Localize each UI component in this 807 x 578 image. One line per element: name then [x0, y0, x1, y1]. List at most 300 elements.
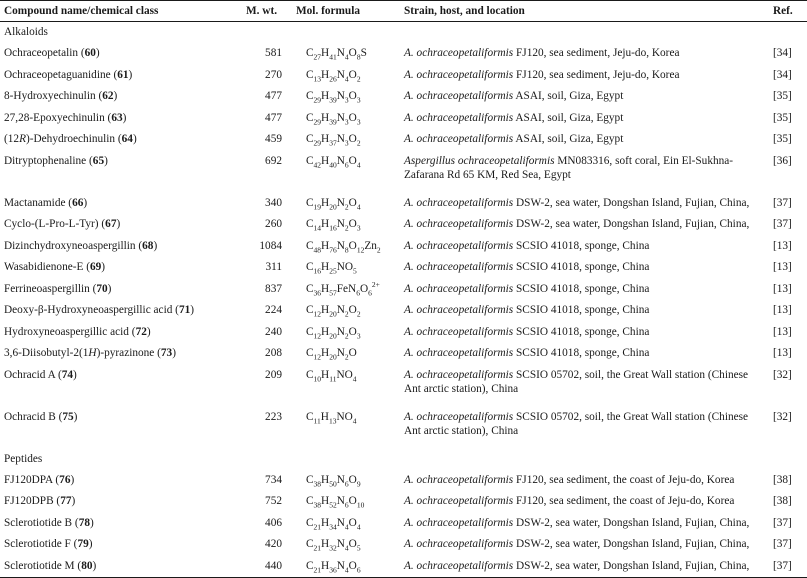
formula-count: 4	[344, 521, 349, 531]
compound-name-text: FJ120DPA	[4, 473, 53, 486]
formula-element: C	[306, 68, 314, 81]
reference: [35]	[773, 90, 792, 102]
molecular-formula	[292, 43, 400, 65]
compound-name-text: Ochracid B	[4, 410, 56, 423]
table-body	[0, 22, 807, 578]
header-ref: Ref.	[759, 1, 807, 22]
formula-element: N	[336, 304, 345, 316]
formula-count: 16	[313, 266, 322, 276]
formula-element: C	[306, 196, 314, 209]
formula-count: 4	[356, 201, 361, 211]
formula-element: C	[306, 111, 314, 124]
formula-element: NO	[336, 261, 354, 273]
compound-name-text: Ochracid A	[4, 368, 56, 381]
compound-name: Ochracid B (75)	[4, 410, 78, 423]
species-name: A. ochraceopetaliformis	[404, 473, 514, 486]
compound-name-text: Deoxy-β-Hydroxyneoaspergillic acid	[4, 304, 173, 316]
compound-name-text: Sclerotiotide B	[4, 516, 73, 529]
compound-name-text: Sclerotiotide F	[4, 538, 71, 550]
molecular-weight: 209	[265, 368, 282, 381]
species-name: A. ochraceopetaliformis	[404, 538, 514, 550]
strain-details: SCSIO 41018, sponge, China	[513, 282, 650, 295]
formula-element: H	[321, 495, 330, 507]
formula-count: 9	[356, 478, 361, 488]
formula-element: C	[306, 47, 314, 59]
formula-count: 3	[344, 116, 349, 126]
formula-count: 4	[344, 564, 349, 574]
molecular-formula	[292, 279, 400, 301]
formula-count: 12	[313, 309, 322, 319]
compound-name: Wasabidienone-E (69)	[4, 261, 106, 273]
formula-element: H	[321, 47, 330, 59]
header-mw: M. wt.	[232, 1, 292, 22]
formula-element: H	[321, 196, 330, 209]
formula-count: 40	[329, 159, 337, 169]
compound-name-text: Ferrineoaspergillin	[4, 282, 90, 295]
strain-host-location	[400, 365, 759, 407]
formula-count: 4	[344, 73, 349, 83]
species-name: Aspergillus ochraceopetaliformis	[404, 154, 555, 167]
formula-count: 76	[329, 244, 337, 254]
formula-element: H	[321, 133, 330, 145]
formula-element: O	[348, 239, 357, 252]
table-row	[0, 65, 807, 87]
molecular-weight: 340	[265, 196, 282, 209]
table-row	[0, 343, 807, 365]
molecular-weight: 581	[265, 47, 282, 59]
formula-count: 5	[356, 543, 361, 553]
species-name: A. ochraceopetaliformis	[404, 90, 514, 102]
species-name: A. ochraceopetaliformis	[404, 196, 514, 209]
molecular-weight: 406	[265, 516, 282, 529]
table-row	[0, 236, 807, 258]
strain-host-location	[400, 86, 759, 108]
species-name: A. ochraceopetaliformis	[404, 261, 514, 273]
formula-element: N	[336, 90, 345, 102]
molecular-formula	[292, 65, 400, 87]
formula-count: 2	[356, 73, 361, 83]
formula-count: 20	[329, 309, 337, 319]
compound-number: 69	[90, 261, 102, 273]
compound-name-text: 3,6-Diisobutyl-2(1H)-pyrazinone	[4, 347, 155, 359]
species-name: A. ochraceopetaliformis	[404, 559, 514, 572]
molecular-formula	[292, 365, 400, 407]
header-formula: Mol. formula	[292, 1, 400, 22]
formula-element: H	[321, 68, 330, 81]
strain-details: SCSIO 41018, sponge, China	[513, 325, 650, 338]
compound-number: 60	[84, 47, 96, 59]
formula-element: O	[359, 282, 369, 295]
molecular-weight: 224	[265, 304, 282, 316]
table-row	[0, 300, 807, 322]
compound-name: Mactanamide (66)	[4, 196, 88, 209]
reference: [13]	[773, 304, 792, 316]
molecular-formula	[292, 257, 400, 279]
formula-element: O	[348, 111, 357, 124]
compound-name: Ditryptophenaline (65)	[4, 154, 108, 167]
strain-details: SCSIO 05702, soil, the Great Wall station (Chinese Ant arctic station), China	[404, 368, 749, 395]
molecular-formula	[292, 300, 400, 322]
formula-count: 38	[313, 500, 322, 510]
strain-details: SCSIO 05702, soil, the Great Wall station (Chinese Ant arctic station), China	[404, 410, 749, 437]
compound-number: 63	[111, 111, 123, 124]
formula-count: 3	[356, 330, 361, 340]
compound-name: Cyclo-(L-Pro-L-Tyr) (67)	[4, 218, 121, 230]
table-row	[0, 43, 807, 65]
species-name: A. ochraceopetaliformis	[404, 68, 514, 81]
reference: [32]	[773, 368, 792, 381]
compound-number: 80	[81, 559, 93, 572]
reference: [13]	[773, 261, 792, 273]
formula-element: C	[306, 261, 314, 273]
formula-count: 3	[344, 95, 349, 105]
species-name: A. ochraceopetaliformis	[404, 410, 514, 423]
species-name: A. ochraceopetaliformis	[404, 304, 514, 316]
formula-element: N	[336, 196, 345, 209]
compound-name-text: Mactanamide	[4, 196, 66, 209]
table-row	[0, 193, 807, 215]
molecular-formula	[292, 214, 400, 236]
compound-number: 74	[61, 368, 74, 381]
molecular-formula	[292, 491, 400, 513]
compound-name: 3,6-Diisobutyl-2(1H)-pyrazinone (73)	[4, 347, 176, 359]
table-row	[0, 365, 807, 407]
compound-number: 78	[78, 516, 90, 529]
compound-name-text: Ochraceopetalin	[4, 47, 79, 59]
formula-count: 2	[344, 201, 349, 211]
section-peptides	[0, 449, 807, 470]
compound-name: Ferrineoaspergillin (70)	[4, 282, 112, 295]
formula-element: O	[348, 347, 357, 359]
compound-number: 68	[142, 239, 154, 252]
formula-count: 26	[329, 73, 337, 83]
formula-count: 36	[313, 287, 322, 297]
formula-element: H	[321, 239, 330, 252]
formula-element: H	[321, 304, 330, 316]
formula-element: H	[321, 368, 330, 381]
molecular-weight: 208	[265, 347, 282, 359]
formula-element: N	[336, 154, 345, 167]
strain-details: SCSIO 41018, sponge, China	[513, 239, 650, 252]
formula-count: 6	[344, 500, 349, 510]
table-row	[0, 86, 807, 108]
molecular-formula	[292, 86, 400, 108]
strain-host-location	[400, 470, 759, 492]
formula-count: 6	[344, 478, 349, 488]
formula-element: O	[348, 325, 357, 338]
compound-number: 76	[59, 473, 71, 486]
formula-count: 14	[313, 223, 322, 233]
formula-count: 12	[313, 352, 322, 362]
reference: [13]	[773, 347, 792, 359]
strain-host-location	[400, 129, 759, 151]
species-name: A. ochraceopetaliformis	[404, 133, 514, 145]
table-row	[0, 491, 807, 513]
formula-element: FeN	[336, 282, 357, 295]
compound-name-text: FJ120DPB	[4, 495, 54, 507]
formula-count: 4	[344, 52, 349, 62]
section-label: Peptides	[4, 452, 43, 465]
molecular-formula	[292, 151, 400, 193]
table-row	[0, 151, 807, 193]
formula-count: 29	[313, 95, 322, 105]
formula-count: 6	[356, 287, 360, 297]
formula-element: S	[360, 47, 367, 59]
formula-element: N	[336, 347, 345, 359]
formula-element: NO	[336, 410, 353, 423]
reference: [13]	[773, 239, 792, 252]
formula-count: 38	[313, 478, 322, 488]
reference: [37]	[773, 218, 792, 230]
formula-count: 2	[376, 244, 381, 254]
strain-host-location	[400, 257, 759, 279]
formula-count: 57	[329, 287, 337, 297]
compound-name: Dizinchydroxyneoaspergillin (68)	[4, 239, 158, 252]
table-row	[0, 129, 807, 151]
formula-count: 4	[352, 415, 357, 425]
formula-count: 39	[329, 95, 337, 105]
strain-details: FJ120, sea sediment, Jeju-do, Korea	[513, 47, 680, 59]
reference: [37]	[773, 196, 792, 209]
formula-element: H	[321, 90, 330, 102]
formula-count: 5	[353, 266, 357, 276]
molecular-formula	[292, 470, 400, 492]
formula-element: N	[336, 516, 345, 529]
molecular-weight: 734	[265, 473, 282, 486]
formula-count: 19	[313, 201, 322, 211]
formula-count: 11	[329, 373, 337, 383]
species-name: A. ochraceopetaliformis	[404, 516, 514, 529]
table-row	[0, 214, 807, 236]
formula-element: H	[320, 410, 329, 423]
formula-count: 50	[329, 478, 337, 488]
compound-name: FJ120DPA (76)	[4, 473, 75, 486]
molecular-weight: 477	[265, 111, 282, 124]
molecular-weight: 752	[265, 495, 282, 507]
reference: [37]	[773, 538, 792, 550]
compound-name: Sclerotiotide F (79)	[4, 538, 93, 550]
reference: [38]	[773, 473, 792, 486]
strain-details: MN083316, soft coral, Ein El-Sukhna-Zafarana Rd 65 KM, Red Sea, Egypt	[404, 154, 734, 181]
compound-name-text: (12R)-Dehydroechinulin	[4, 133, 116, 145]
compound-name: Sclerotiotide M (80)	[0, 556, 232, 578]
table-row	[0, 279, 807, 301]
formula-count: 21	[313, 543, 322, 553]
formula-element: H	[321, 261, 330, 273]
compound-name-text: Wasabidienone-E	[4, 261, 84, 273]
formula-count: 4	[352, 373, 357, 383]
reference: [35]	[773, 133, 792, 145]
formula-count: 13	[313, 73, 322, 83]
compound-name-text: Hydroxyneoaspergillic acid	[4, 325, 129, 338]
formula-element: C	[306, 90, 314, 102]
strain-details: FJ120, sea sediment, Jeju-do, Korea	[513, 68, 680, 81]
species-name: A. ochraceopetaliformis	[404, 218, 514, 230]
formula-element: O	[348, 196, 357, 209]
formula-element: C	[306, 218, 314, 230]
molecular-weight: 420	[265, 538, 282, 550]
formula-element: C	[306, 239, 314, 252]
formula-element: Zn	[364, 239, 377, 252]
compound-number: 64	[121, 133, 133, 145]
header-compound: Compound name/chemical class	[0, 1, 232, 22]
molecular-weight: 837	[265, 282, 282, 295]
strain-details: ASAI, soil, Giza, Egypt	[513, 90, 624, 102]
formula-count: 3	[356, 116, 361, 126]
molecular-weight: 270	[265, 68, 282, 81]
compound-name: Ochraceopetalin (60)	[4, 47, 100, 59]
compound-name: 8-Hydroxyechinulin (62)	[4, 90, 118, 102]
formula-element: H	[321, 538, 330, 550]
strain-host-location	[400, 343, 759, 365]
formula-count: 52	[329, 500, 337, 510]
formula-count: 6	[368, 287, 372, 297]
formula-element: N	[336, 133, 345, 145]
formula-element: C	[306, 559, 314, 572]
formula-count: 4	[356, 521, 361, 531]
compound-name: Ochraceopetaguanidine (61)	[4, 68, 133, 81]
formula-count: 13	[328, 415, 337, 425]
molecular-weight: 1084	[259, 239, 282, 252]
compound-number: 65	[92, 154, 105, 167]
compound-number: 61	[117, 68, 129, 81]
compound-name-text: Dizinchydroxyneoaspergillin	[4, 239, 136, 252]
compound-name-text: Ochraceopetaguanidine	[4, 68, 111, 81]
formula-element: C	[306, 304, 314, 316]
compound-number: 67	[105, 218, 117, 230]
species-name: A. ochraceopetaliformis	[404, 495, 514, 507]
compound-number: 70	[96, 282, 108, 295]
table-row	[0, 257, 807, 279]
strain-details: FJ120, sea sediment, the coast of Jeju-do, Korea	[513, 473, 735, 486]
formula-count: 4	[344, 543, 349, 553]
table-row	[0, 513, 807, 535]
compound-number: 71	[178, 304, 191, 316]
formula-count: 36	[329, 564, 337, 574]
compound-number: 77	[60, 495, 72, 507]
strain-details: SCSIO 41018, sponge, China	[513, 304, 650, 316]
formula-element: N	[336, 559, 345, 572]
formula-element: C	[306, 154, 314, 167]
formula-element: C	[306, 495, 314, 507]
formula-count: 2	[356, 138, 361, 148]
formula-element: O	[348, 473, 357, 486]
formula-element: H	[321, 473, 330, 486]
formula-element: O	[348, 495, 357, 507]
molecular-formula	[292, 513, 400, 535]
formula-count: 6	[356, 564, 361, 574]
formula-count: 4	[356, 159, 361, 169]
species-name: A. ochraceopetaliformis	[404, 368, 514, 381]
strain-host-location	[400, 513, 759, 535]
strain-host-location	[400, 300, 759, 322]
species-name: A. ochraceopetaliformis	[404, 47, 514, 59]
formula-element: C	[306, 347, 314, 359]
strain-host-location	[400, 43, 759, 65]
molecular-weight: 459	[265, 133, 282, 145]
strain-host-location	[400, 193, 759, 215]
reference: [37]	[759, 556, 807, 578]
strain-host-location	[400, 214, 759, 236]
compound-number: 66	[72, 196, 84, 209]
reference: [36]	[773, 154, 792, 167]
compound-name: Deoxy-β-Hydroxyneoaspergillic acid (71)	[4, 304, 195, 316]
formula-element: O	[348, 154, 357, 167]
formula-count: 48	[313, 244, 322, 254]
compound-name: FJ120DPB (77)	[4, 495, 76, 507]
compound-number: 62	[102, 90, 114, 102]
molecular-formula	[292, 129, 400, 151]
compound-name-text: Sclerotiotide M	[4, 559, 75, 572]
compound-number: 79	[77, 538, 89, 550]
formula-count: 10	[313, 373, 322, 383]
strain-host-location	[400, 407, 759, 449]
formula-count: 12	[356, 244, 365, 254]
strain-details: DSW-2, sea water, Dongshan Island, Fujian, China,	[513, 196, 750, 209]
formula-count: 20	[329, 330, 337, 340]
species-name: A. ochraceopetaliformis	[404, 111, 514, 124]
compound-name: Sclerotiotide B (78)	[4, 516, 94, 529]
formula-element: N	[336, 47, 345, 59]
formula-count: 25	[329, 266, 337, 276]
reference: [34]	[773, 68, 792, 81]
table-row	[0, 108, 807, 130]
formula-count: 29	[313, 116, 322, 126]
strain-details: FJ120, sea sediment, the coast of Jeju-do, Korea	[513, 495, 735, 507]
table-row	[0, 470, 807, 492]
formula-count: 2	[356, 309, 361, 319]
species-name: A. ochraceopetaliformis	[404, 347, 514, 359]
compound-name-text: 27,28-Epoxyechinulin	[4, 111, 105, 124]
molecular-weight: 692	[265, 154, 282, 167]
formula-count: 3	[356, 95, 361, 105]
section-alkaloids	[0, 22, 807, 44]
molecular-formula	[292, 236, 400, 258]
strain-host-location	[400, 556, 759, 578]
formula-count: 10	[356, 500, 365, 510]
formula-count: 12	[313, 330, 322, 340]
formula-count: 11	[313, 415, 321, 425]
formula-count: 6	[344, 159, 349, 169]
strain-details: SCSIO 41018, sponge, China	[513, 347, 650, 359]
reference: [13]	[773, 282, 792, 295]
table-row	[0, 556, 807, 578]
species-name: A. ochraceopetaliformis	[404, 282, 514, 295]
header-strain: Strain, host, and location	[400, 1, 759, 22]
table-row	[0, 322, 807, 344]
formula-element: H	[321, 559, 330, 572]
formula-element: H	[321, 516, 330, 529]
compound-name: (12R)-Dehydroechinulin (64)	[4, 133, 137, 145]
formula-element: C	[306, 516, 314, 529]
formula-element: C	[306, 325, 314, 338]
formula-element: H	[321, 218, 330, 230]
formula-count: 41	[329, 52, 337, 62]
formula-element: C	[306, 473, 314, 486]
species-name: A. ochraceopetaliformis	[404, 239, 514, 252]
strain-details: DSW-2, sea water, Dongshan Island, Fujian, China,	[513, 218, 750, 230]
formula-count: 2	[344, 330, 349, 340]
formula-element: C	[306, 282, 314, 295]
formula-count: 3	[356, 223, 361, 233]
compound-name: Ochracid A (74)	[4, 368, 77, 381]
formula-charge: 2+	[371, 279, 380, 289]
formula-element: H	[321, 111, 330, 124]
formula-element: O	[348, 133, 357, 145]
formula-count: 37	[329, 138, 337, 148]
strain-details: SCSIO 41018, sponge, China	[513, 261, 650, 273]
molecular-weight: 440	[232, 556, 292, 578]
